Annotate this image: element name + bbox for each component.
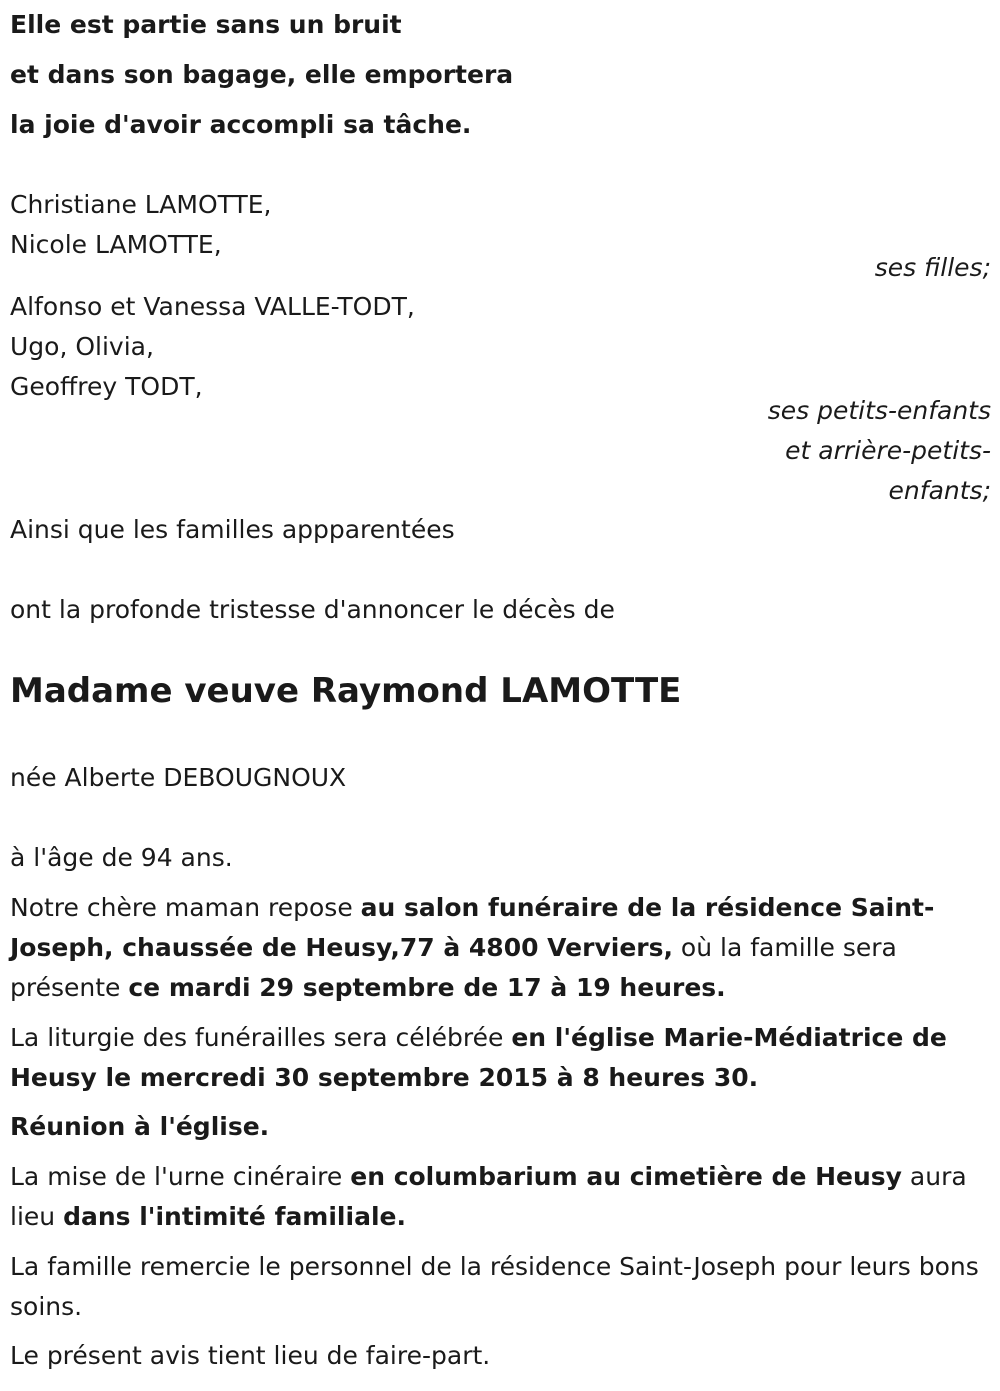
- meeting-line: Réunion à l'église.: [10, 1112, 270, 1141]
- liturgy-details: en l'église Marie-Médiatrice de Heusy le mercredi 30 septembre 2015 à 8 heures 30.: [10, 1023, 947, 1092]
- urn-text-2: aura lieu: [10, 1162, 967, 1231]
- grandchildren-relation-2: et arrière-petits-: [785, 436, 991, 465]
- repose-location: au salon funéraire de la résidence Saint-Joseph, chaussée de Heusy,77 à 4800 Verviers,: [10, 893, 935, 962]
- grandchildren-relation-1: ses petits-enfants: [767, 396, 991, 425]
- urn-location: en columbarium au cimetière de Heusy: [350, 1162, 902, 1191]
- daughter-name-1: Christiane LAMOTTE,: [10, 190, 272, 219]
- grandchild-name-3: Geoffrey TODT,: [10, 372, 203, 401]
- repose-paragraph: [10, 888, 990, 1008]
- urn-privacy: dans l'intimité familiale.: [63, 1202, 406, 1231]
- repose-text-2: où la famille sera présente: [10, 933, 897, 1002]
- notice-line: Le présent avis tient lieu de faire-part.: [10, 1341, 491, 1370]
- repose-text-1: Notre chère maman repose: [10, 893, 361, 922]
- repose-time: ce mardi 29 septembre de 17 à 19 heures.: [128, 973, 726, 1002]
- poem-line-2: et dans son bagage, elle emportera: [10, 60, 514, 89]
- daughters-relation: ses filles;: [874, 253, 991, 282]
- grandchild-name-2: Ugo, Olivia,: [10, 332, 154, 361]
- urn-text-1: La mise de l'urne cinéraire: [10, 1162, 351, 1191]
- daughter-name-2: Nicole LAMOTTE,: [10, 230, 222, 259]
- grandchild-name-1: Alfonso et Vanessa VALLE-TODT,: [10, 292, 415, 321]
- deceased-name: Madame veuve Raymond LAMOTTE: [10, 671, 682, 711]
- liturgy-paragraph: [10, 1018, 990, 1098]
- poem-line-3: la joie d'avoir accompli sa tâche.: [10, 110, 472, 139]
- thanks-paragraph: La famille remercie le personnel de la résidence Saint-Joseph pour leurs bons soins.: [10, 1252, 979, 1321]
- families-line: Ainsi que les familles appparentées: [10, 515, 455, 544]
- announcement-line: ont la profonde tristesse d'annoncer le décès de: [10, 595, 615, 624]
- age-line: à l'âge de 94 ans.: [10, 843, 233, 872]
- urn-paragraph: [10, 1157, 990, 1237]
- poem-line-1: Elle est partie sans un bruit: [10, 10, 402, 39]
- birth-name: née Alberte DEBOUGNOUX: [10, 763, 347, 792]
- liturgy-text: La liturgie des funérailles sera célébrée: [10, 1023, 512, 1052]
- grandchildren-relation-3: enfants;: [888, 476, 991, 505]
